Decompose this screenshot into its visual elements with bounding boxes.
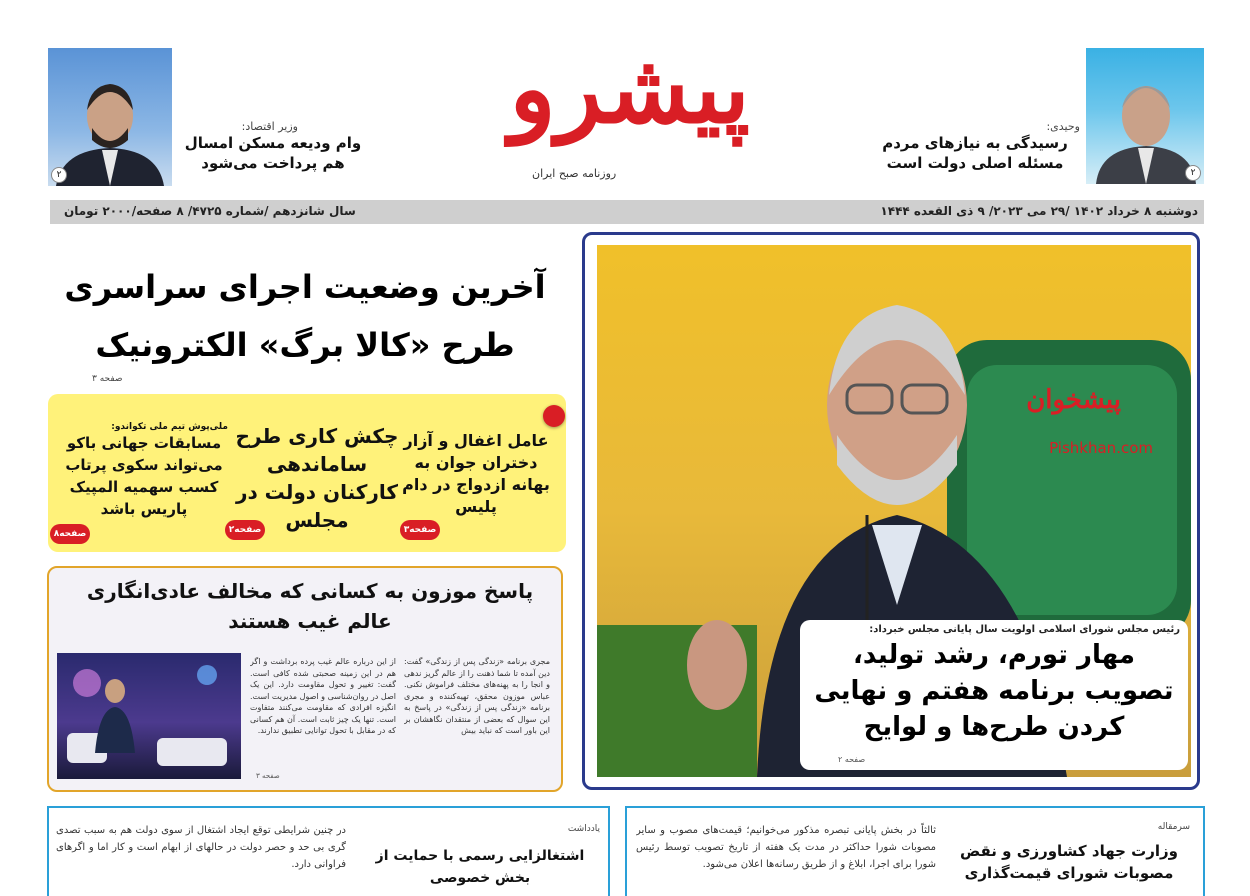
top-left-story[interactable] <box>60 258 550 374</box>
yellow-item-title: چکش کاری طرح ساماندهی کارکنان دولت در مجلس <box>235 424 399 532</box>
interview-col-1: مجری برنامه «زندگی پس از زندگی» گفت: دین آمده تا شما ذهنت را از عالم گریز ندهی و انجا را به پهنه‌های مختلف فراموش نکنی. عباس موزون محقق، تهیه‌کننده و مجری برنامه «زندگی پس از زندگی» در پاسخ به این سوال که بعضی از منتقدان نگاهشان بر این باور است که نباید بیش <box>404 657 550 735</box>
newspaper-logo <box>509 14 750 184</box>
teaser-title: رسیدگی به نیازهای مردم مسئله اصلی دولت است <box>882 134 1068 172</box>
interview-page: صفحه ۳ <box>256 772 280 780</box>
interview-photo <box>57 653 241 779</box>
page-badge: صفحه۳ <box>400 520 440 540</box>
top-left-headline: آخرین وضعیت اجرای سراسری طرح «کالا برگ» الکترونیک <box>64 268 546 364</box>
watermark-en: Pishkhan.com <box>1049 439 1153 457</box>
bottom-right-section: سرمقاله <box>1157 822 1190 832</box>
bottom-left-text: در چنین شرایطی توقع ایجاد اشتغال از سوی دولت هم به سبب تصدی گری بی حد و حصر دولت در حالهای از ابهام است و کار اما و اگرهای فراوانی دارد. <box>56 825 346 870</box>
teaser-kicker: وزیر اقتصاد: <box>241 120 298 133</box>
yellow-item-3[interactable] <box>60 422 228 520</box>
page-badge: صفحه۸ <box>50 524 90 544</box>
logo-tagline: روزنامه صبح ایران <box>532 167 617 180</box>
person-portrait-icon <box>48 48 172 186</box>
right-teaser[interactable] <box>870 120 1080 173</box>
bottom-right-headline[interactable]: وزارت جهاد کشاورزی و نقض مصوبات شورای قیمت‌گذاری <box>960 842 1178 882</box>
teaser-title: وام ودیعه مسکن امسال هم پرداخت می‌شود <box>184 134 362 172</box>
date-line: دوشنبه ۸ خرداد ۱۴۰۲ /۲۹ می ۲۰۲۳/ ۹ ذی القعده ۱۴۴۴ <box>880 204 1198 218</box>
yellow-item-kicker: ملی‌پوش تیم ملی تکواندو: <box>111 422 228 432</box>
interview-headline[interactable]: پاسخ موزون به کسانی که مخالف عادی‌انگاری عالم غیب هستند <box>86 579 534 633</box>
watermark-fa: پیشخوان <box>1026 385 1121 415</box>
yellow-item-title: مسابقات جهانی باکو می‌تواند سکوی پرتاب کسب سهمیه المپیک پاریس باشد <box>65 434 223 518</box>
minister-photo-left <box>48 48 172 186</box>
bottom-left-headline[interactable]: اشتغالزایی رسمی با حمایت از بخش خصوصی <box>375 848 585 886</box>
page-number-badge: ۲ <box>51 167 67 183</box>
teaser-kicker: وحیدی: <box>1046 120 1080 133</box>
main-story-page: صفحه ۲ <box>838 755 866 764</box>
main-story-kicker: رئیس مجلس شورای اسلامی اولویت سال پایانی مجلس خبرداد: <box>869 624 1180 635</box>
main-story-headline: مهار تورم، رشد تولید، تصویب برنامه هفتم و نهایی کردن طرح‌ها و لوایح <box>814 640 1174 742</box>
bottom-right-text: ثالثاً در بخش پایانی تبصره مذکور می‌خوانیم؛ قیمت‌های مصوب و سایر مصوبات شورا حداکثر در مدت یک هفته از تاریخ تصویب توسط رئیس شورا برای اجرا، ابلاغ و از طریق رسانه‌ها اعلان می‌شود. <box>636 825 936 870</box>
left-teaser[interactable] <box>178 120 368 173</box>
yellow-item-1[interactable] <box>398 430 554 518</box>
top-left-page: صفحه ۳ <box>92 374 123 384</box>
minister-photo-right <box>1086 48 1204 184</box>
page-badge: صفحه۲ <box>225 520 265 540</box>
yellow-item-2[interactable] <box>232 422 402 534</box>
tv-studio-icon <box>57 653 241 779</box>
person-portrait-icon <box>1086 48 1204 184</box>
main-story-caption-box[interactable] <box>800 620 1188 770</box>
date-band <box>50 200 1204 224</box>
issue-line: سال شانزدهم /شماره ۴۷۲۵/ ۸ صفحه/۲۰۰۰ تومان <box>64 204 356 218</box>
yellow-item-title: عامل اغفال و آزار دختران جوان به بهانه ازدواج در دام پلیس <box>402 431 550 516</box>
red-dot-icon <box>543 405 565 427</box>
interview-col-2: از این درباره عالم غیب پرده برداشت و اگر هم در این زمینه صحبتی شده کافی است. گفت: تغییر و تحول مقاومت دارد. این یک اصل در روان‌شناسی و اصول مدیریت است. انگیزه افرادی که مقاومت می‌کنند متفاوت است. تنها یک چیز ثابت است. آن هم کسانی که در مقابل با تحول توانایی تطبیق ندارند. <box>250 657 396 735</box>
page-number-badge: ۲ <box>1185 165 1201 181</box>
logo-text: پیشرو <box>509 32 750 145</box>
bottom-left-section: یادداشت <box>567 824 600 834</box>
